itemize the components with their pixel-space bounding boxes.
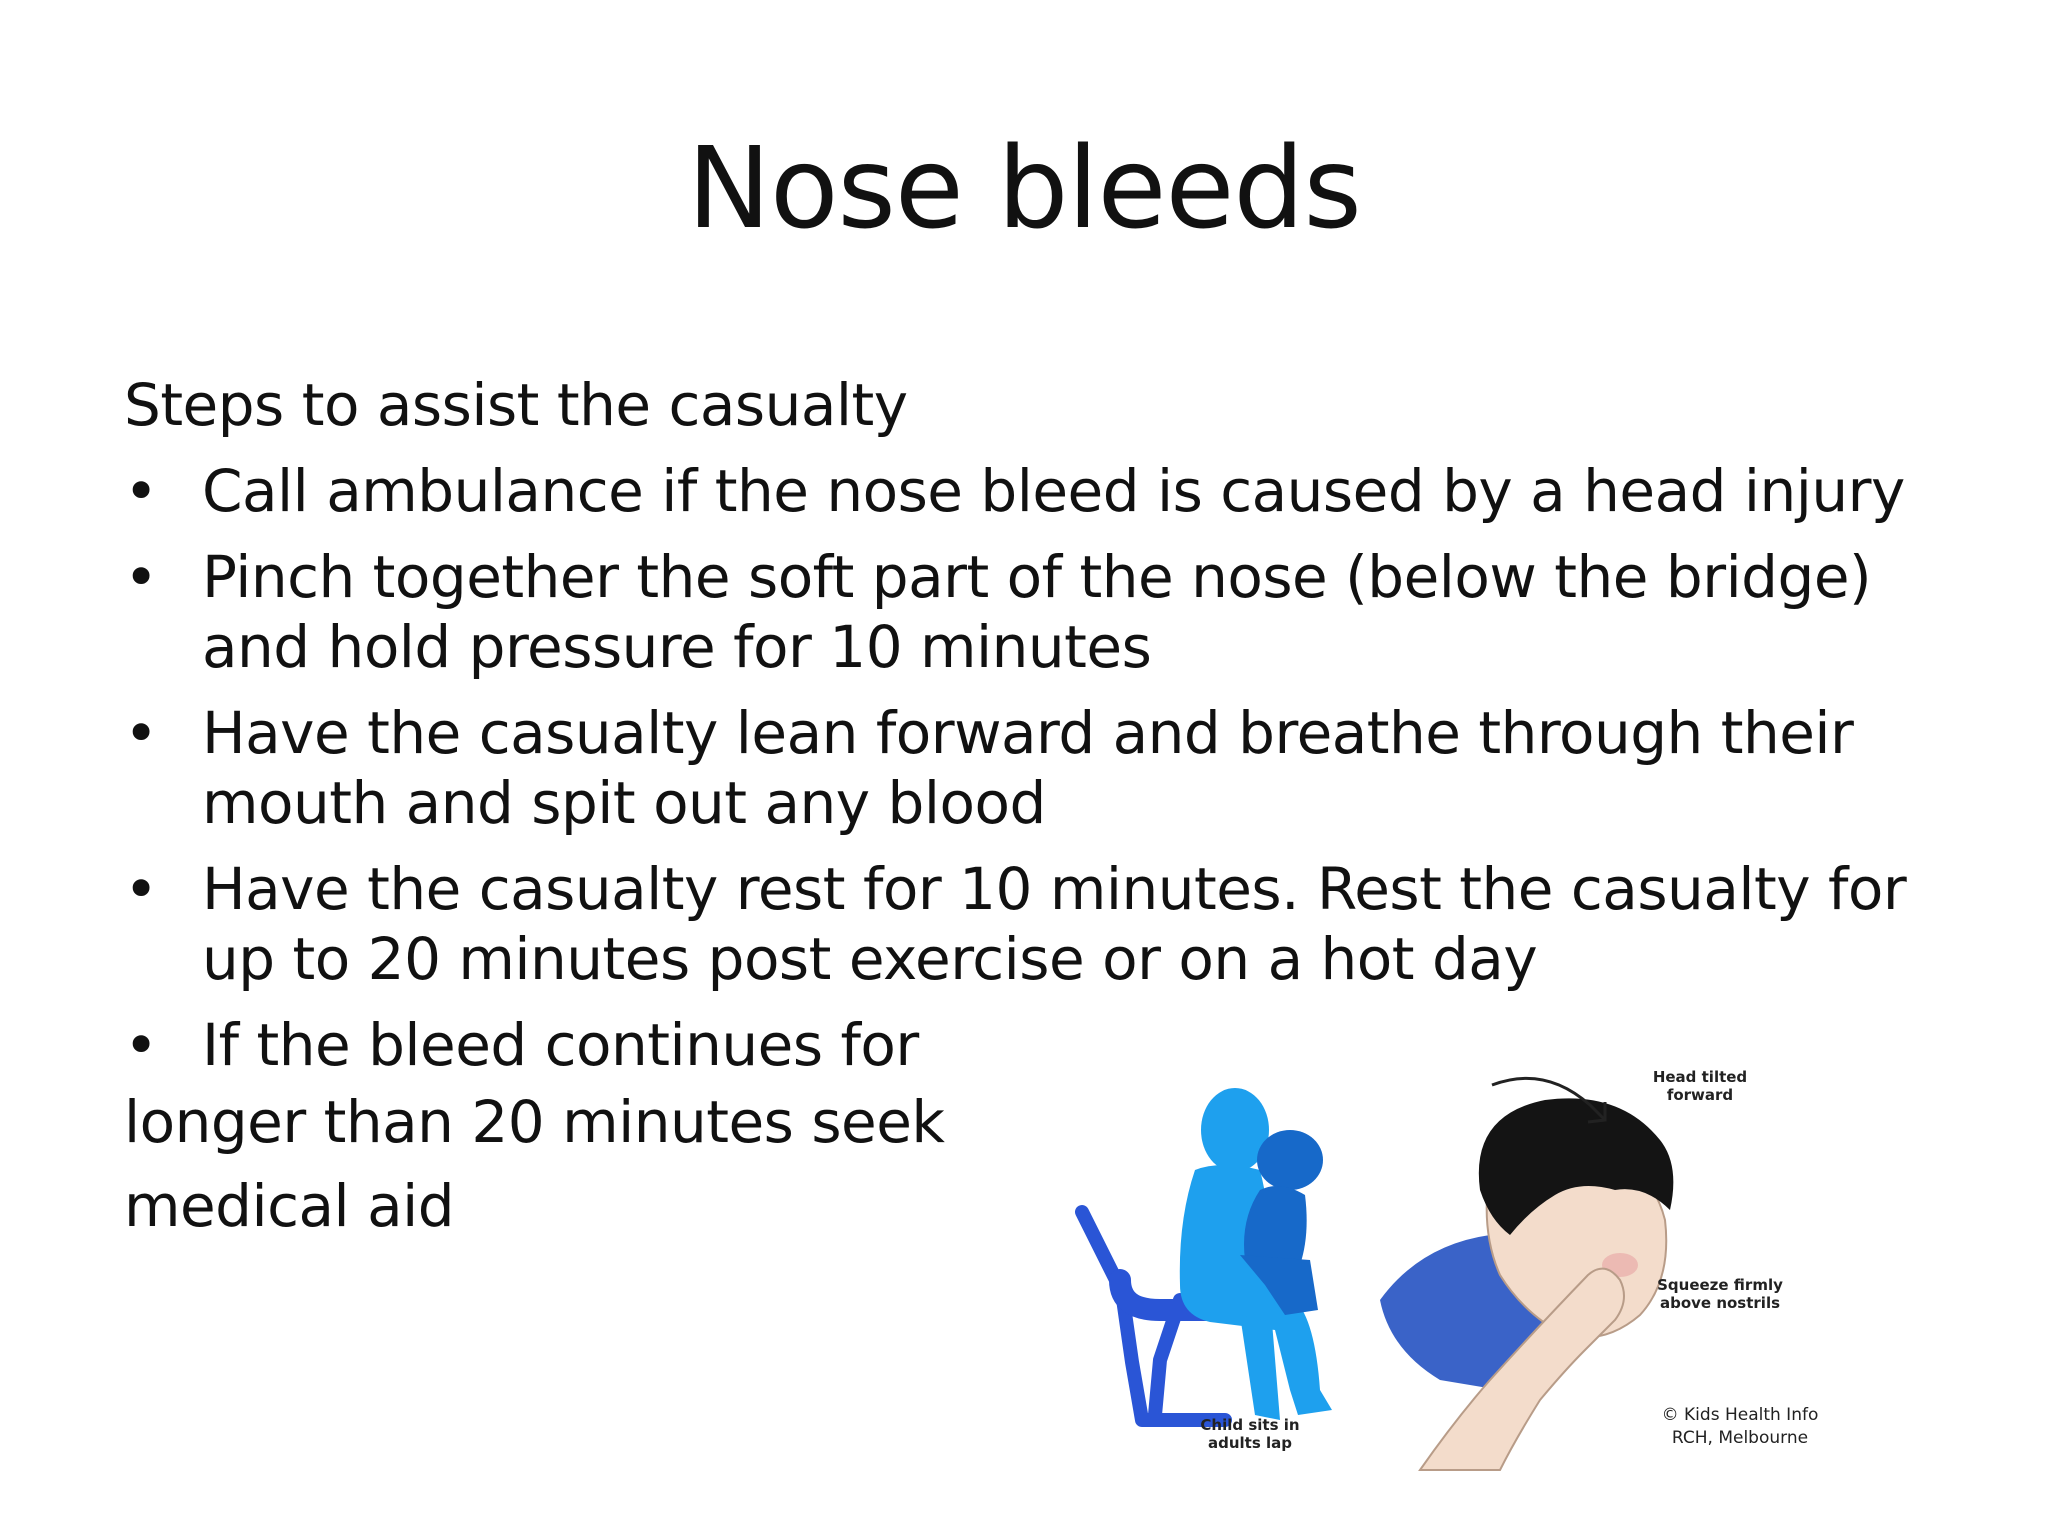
step-text: Pinch together the soft part of the nose (below the bridge) and hold pressure for 10 minutes [202, 543, 1872, 681]
step-text: Call ambulance if the nose bleed is caused by a head injury [202, 457, 1905, 525]
caption-squeeze-line2: above nostrils [1659, 1294, 1781, 1312]
list-item [124, 542, 1944, 682]
bullet-icon: • [124, 855, 158, 923]
intro-text: Steps to assist the casualty [124, 371, 908, 439]
list-item [124, 854, 1944, 994]
step-text: If the bleed continues for [202, 1011, 919, 1079]
caption-lap-line1: Child sits in [1200, 1416, 1300, 1434]
slide-title: Nose bleeds [687, 124, 1361, 254]
caption-squeeze-line1: Squeeze firmly [1657, 1276, 1783, 1294]
caption-head-line1: Head tilted [1652, 1068, 1748, 1086]
credit-line2: RCH, Melbourne [1671, 1428, 1809, 1448]
bullet-icon: • [124, 1011, 158, 1079]
steps-list [124, 456, 1944, 1080]
tail-line: medical aid [124, 1172, 455, 1240]
bullet-icon: • [124, 699, 158, 767]
step-text: Have the casualty lean forward and breathe through their mouth and spit out any blood [202, 699, 1854, 837]
caption-head-line2: forward [1666, 1086, 1734, 1104]
tail-line: longer than 20 minutes seek [124, 1088, 945, 1156]
boy-closeup [1380, 1098, 1673, 1470]
nosebleed-illustration [1060, 1060, 1880, 1480]
step-text: Have the casualty rest for 10 minutes. Rest the casualty for up to 20 minutes post exercise or on a hot day [202, 855, 1907, 993]
caption-lap-line2: adults lap [1207, 1434, 1293, 1452]
bullet-icon: • [124, 543, 158, 611]
list-item [124, 698, 1944, 838]
list-item [124, 456, 1944, 526]
credit-line1: © Kids Health Info [1661, 1405, 1819, 1425]
bullet-icon: • [124, 457, 158, 525]
